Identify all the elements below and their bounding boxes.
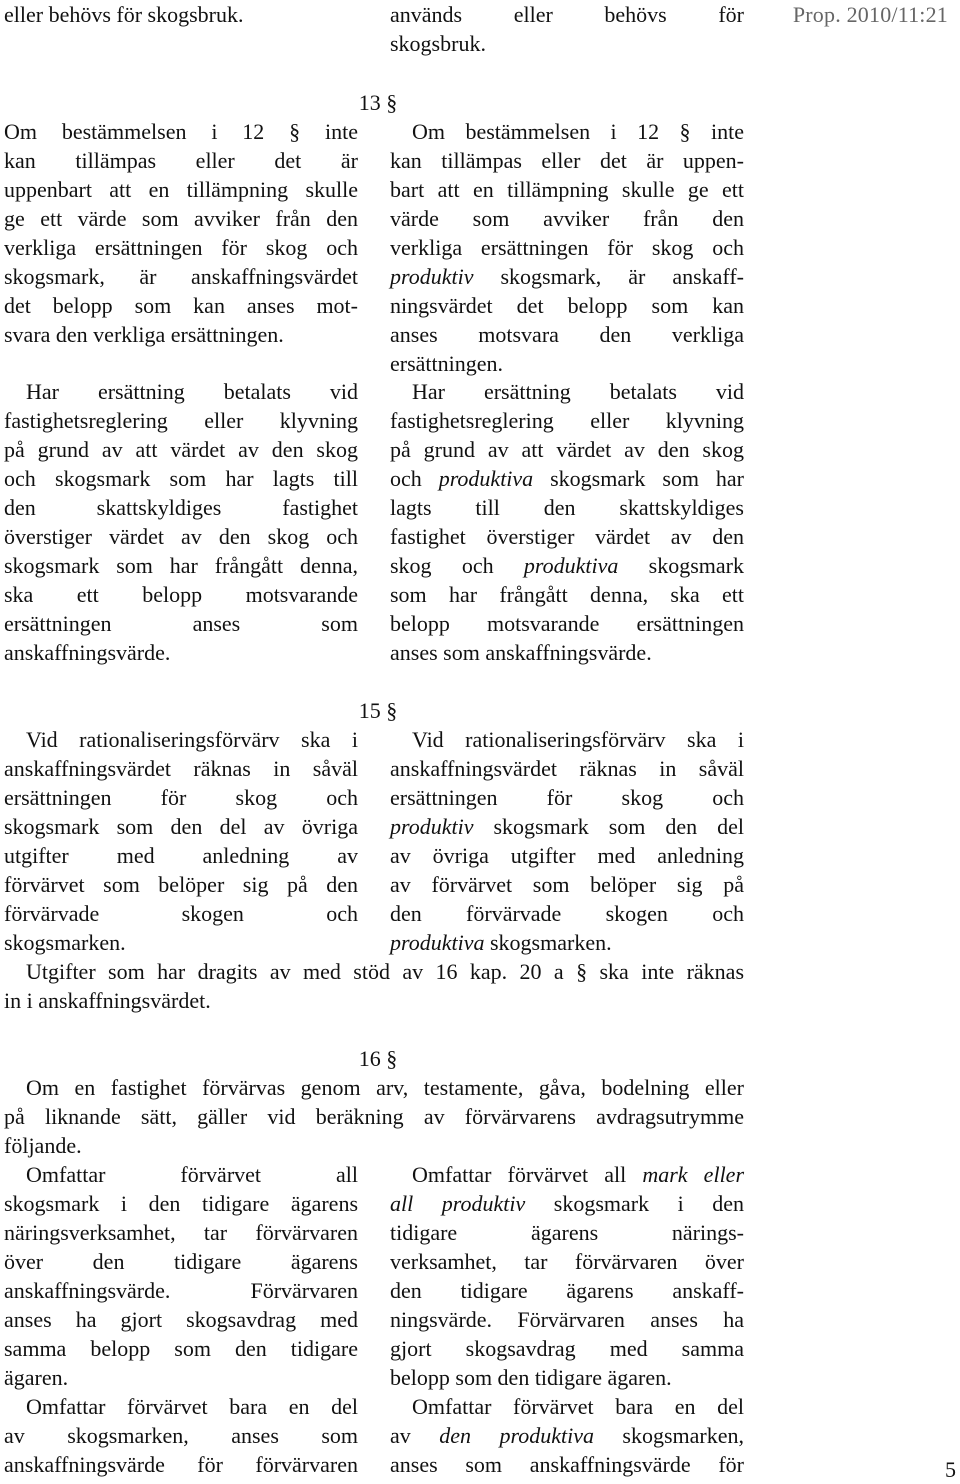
s13-right-line-6: produktiv skogsmark, är anskaff-	[390, 264, 744, 289]
s16-right-line-2: all produktiv skogsmark i den	[390, 1191, 744, 1216]
right-carryover-text: används eller behövs för skogsbruk.	[390, 2, 744, 56]
section-heading-16: 16 §	[358, 1046, 398, 1071]
s16-left-paragraph-1: Omfattar förvärvet all skogsmark i den tidigare ägarens näringsverksamhet, tar förvärvaren över den tidigare ägarens anskaffningsvärde. Förvärvaren anses ha gjort skogsavdrag med samma belopp som den tidigare ägaren.	[4, 1162, 358, 1390]
s15-right-paragraph: Vid rationaliseringsförvärv ska i anskaffningsvärdet räknas in såväl ersättningen för skog och produktiv skogsmark som den del av övriga utgifter med anledning av förvärvet som belöper sig på den förvärvade skogen och produktiva skogsmarken.	[390, 727, 744, 955]
s16-right-p2-line-2: av den produktiva skogsmarken,	[390, 1423, 745, 1448]
s13-right-paragraph-1: Om bestämmelsen i 12 § inte kan tillämpas eller det är uppen- bart att en tillämpning skulle ge ett värde som avviker från den verkliga ersättningen för skog och produktiv skogsmark, är anskaff- ningsvärdet det belopp som kan anses motsvara den verkliga ersättningen.	[390, 119, 744, 376]
page-number: 5	[945, 1457, 956, 1482]
s15-left-paragraph: Vid rationaliseringsförvärv ska i anskaffningsvärdet räknas in såväl ersättningen för skog och skogsmark som den del av övriga utgifter med anledning av förvärvet som belöper sig på den förvärvade skogen och skogsmarken.	[4, 727, 358, 955]
s13-left-paragraph-1: Om bestämmelsen i 12 § inte kan tillämpas eller det är uppenbart att en tillämpning skulle ge ett värde som avviker från den verkliga ersättningen för skog och skogsmark, är anskaffningsvärdet det belopp som kan anses mot- svara den verkliga ersättningen.	[4, 119, 358, 347]
s16-right-paragraph-2: Omfattar förvärvet bara en del av den produktiva skogsmarken, anses som anskaffningsvärde för	[390, 1394, 745, 1477]
s13-right-p2-line-7: skog och produktiva skogsmark	[390, 553, 744, 578]
s16-intro-paragraph: Om en fastighet förvärvas genom arv, testamente, gåva, bodelning eller på liknande sätt, gäller vid beräkning av förvärvarens avdragsutrymme följande.	[4, 1075, 744, 1158]
section-heading-13: 13 §	[358, 90, 398, 115]
s15-common-paragraph: Utgifter som har dragits av med stöd av 16 kap. 20 a § ska inte räknas in i anskaffningsvärdet.	[4, 959, 744, 1013]
s13-right-p2-line-4: och produktiva skogsmark som har	[390, 466, 745, 491]
s15-right-line-4: produktiv skogsmark som den del	[390, 814, 744, 839]
s15-right-line-8: produktiva skogsmarken.	[390, 930, 612, 955]
section-heading-15: 15 §	[358, 698, 398, 723]
s16-right-line-1: Omfattar förvärvet all mark eller	[412, 1162, 745, 1187]
left-carryover-text: eller behövs för skogsbruk.	[4, 2, 244, 27]
s13-left-paragraph-2: Har ersättning betalats vid fastighetsreglering eller klyvning på grund av att värdet av den skog och skogsmark som har lagts till den skattskyldiges fastighet överstiger värdet av den skog och skogsmark som har frångått denna, ska ett belopp motsvarande ersättningen anses som anskaffningsvärde.	[4, 379, 358, 665]
s16-left-paragraph-2: Omfattar förvärvet bara en del av skogsmarken, anses som anskaffningsvärde för förvärvaren	[4, 1394, 358, 1477]
proposition-reference: Prop. 2010/11:21	[792, 2, 948, 27]
s13-right-paragraph-2: Har ersättning betalats vid fastighetsreglering eller klyvning på grund av att värdet av den skog och produktiva skogsmark som har lagts till den skattskyldiges fastighet överstiger värdet av den skog och produktiva skogsmark som har frångått denna, ska ett belopp motsvarande ersättningen anses som anskaffningsvärde.	[390, 379, 745, 665]
s16-right-paragraph-1: Omfattar förvärvet all mark eller all produktiv skogsmark i den tidigare ägarens närings- verksamhet, tar förvärvaren över den tidigare ägarens anskaff- ningsvärde. Förvärvaren anses ha gjort skogsavdrag med samma belopp som den tidigare ägaren.	[390, 1162, 745, 1390]
